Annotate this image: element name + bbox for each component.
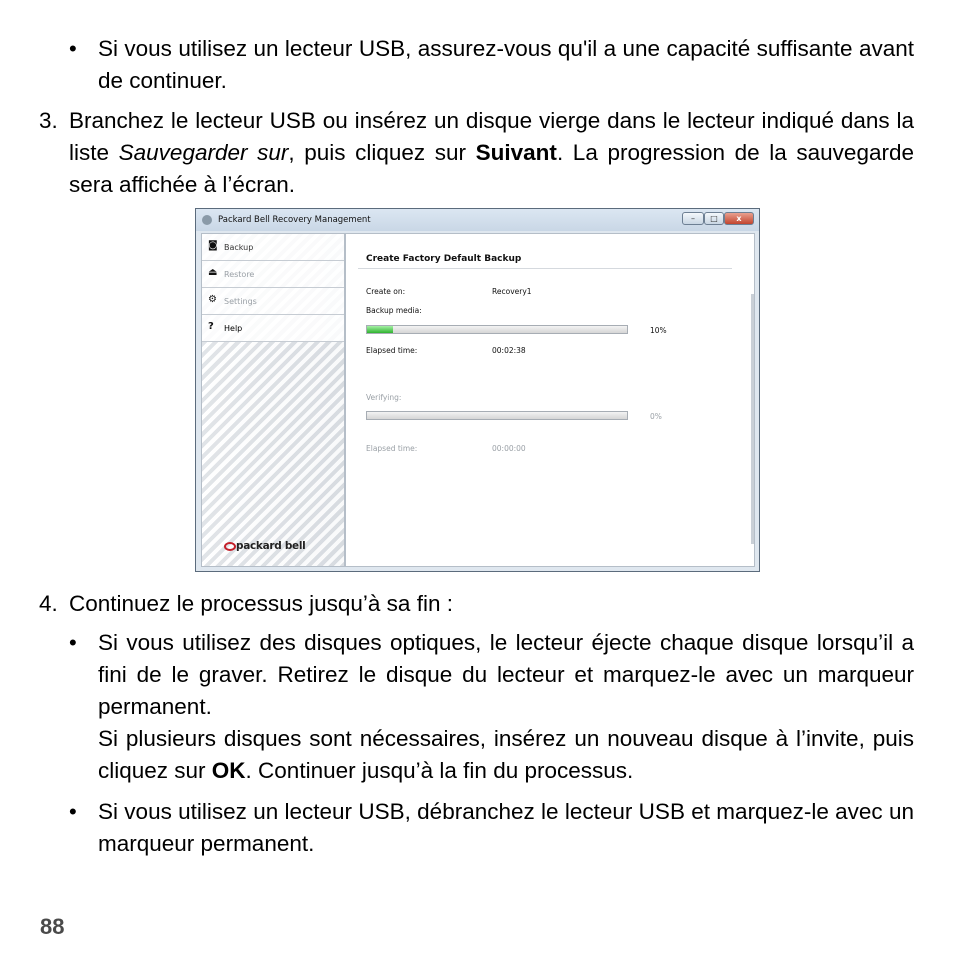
backup-icon: ◙ (208, 240, 218, 251)
step-3-text: Branchez le lecteur USB ou insérez un disque vierge dans le lecteur indiqué dans la liste Sauvegarder sur, puis cliquez sur Suivant. La progression de la sauvegarde sera affichée à l’écran. (69, 108, 914, 197)
verify-progress-percent: 0% (650, 412, 662, 421)
brand-logo: packard bell (236, 540, 306, 552)
step-number-4: 4. (39, 591, 58, 616)
bullet-marker: • (69, 630, 77, 655)
elapsed-time-label-2: Elapsed time: (366, 444, 418, 453)
window-title: Packard Bell Recovery Management (218, 215, 371, 225)
app-icon (202, 215, 212, 225)
backup-progress-percent: 10% (650, 326, 667, 335)
bullet-optical-discs: Si vous utilisez des disques optiques, le lecteur éjecte chaque disque lorsqu’il a fini de le graver. Retirez le disque du lecteur et marquez-le avec un marqueur permanent. Si plusieurs disques sont nécessaires, insérez un nouveau disque à l’invite, puis cliquez sur OK. Continuer jusqu’à la fin du processus. (98, 630, 914, 783)
backup-progress-fill (367, 326, 393, 333)
sidebar-item-restore[interactable] (202, 261, 344, 288)
minimize-button[interactable]: – (682, 212, 704, 225)
page-number: 88 (40, 914, 65, 939)
divider (358, 268, 732, 269)
backup-media-label: Backup media: (366, 306, 422, 315)
maximize-button[interactable]: □ (704, 212, 724, 225)
sidebar-item-label: Settings (224, 297, 257, 306)
sidebar-item-settings[interactable] (202, 288, 344, 315)
close-button[interactable]: x (724, 212, 754, 225)
main-content (345, 233, 755, 567)
content-heading: Create Factory Default Backup (366, 254, 522, 264)
scrollbar[interactable] (751, 294, 754, 544)
backup-progress-bar (366, 325, 628, 334)
step-4-text: Continuez le processus jusqu’à sa fin : (69, 591, 453, 616)
packard-bell-logo-mark (224, 542, 236, 551)
sidebar (201, 233, 345, 567)
gear-icon: ⚙ (208, 294, 217, 305)
elapsed-time-label: Elapsed time: (366, 346, 418, 355)
recovery-window-screenshot (195, 208, 760, 572)
elapsed-time-value: 00:02:38 (492, 346, 526, 355)
bullet-marker: • (69, 36, 77, 61)
step-number-3: 3. (39, 108, 58, 133)
verify-progress-bar (366, 411, 628, 420)
verifying-label: Verifying: (366, 393, 402, 402)
create-on-label: Create on: (366, 287, 406, 296)
bullet-usb-capacity: Si vous utilisez un lecteur USB, assurez-vous qu'il a une capacité suffisante avant de continuer. (98, 36, 914, 93)
bullet-usb-unplug: Si vous utilisez un lecteur USB, débranchez le lecteur USB et marquez-le avec un marqueur permanent. (98, 799, 914, 856)
restore-icon: ⏏ (208, 267, 218, 278)
sidebar-item-label: Help (224, 324, 243, 333)
sidebar-item-label: Restore (224, 270, 255, 279)
window-titlebar (196, 209, 759, 231)
elapsed-time-value-2: 00:00:00 (492, 444, 526, 453)
sidebar-item-backup[interactable] (202, 234, 344, 261)
sidebar-item-help[interactable] (202, 315, 344, 342)
create-on-value: Recovery1 (492, 287, 532, 296)
bullet-marker: • (69, 799, 77, 824)
sidebar-item-label: Backup (224, 243, 254, 252)
help-icon: ? (208, 321, 214, 332)
